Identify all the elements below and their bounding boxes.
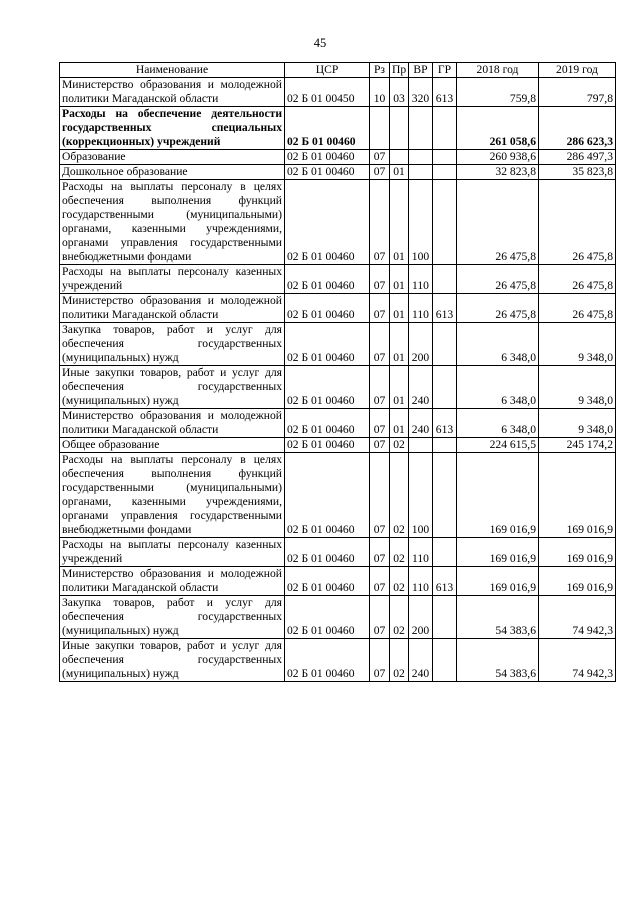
cell-2018: 169 016,9 bbox=[457, 453, 539, 538]
cell-pr: 01 bbox=[390, 265, 409, 294]
cell-name: Расходы на выплаты персоналу казенных учреждений bbox=[60, 265, 285, 294]
cell-2019: 9 348,0 bbox=[539, 409, 616, 438]
cell-2019: 169 016,9 bbox=[539, 453, 616, 538]
table-row bbox=[60, 294, 616, 323]
cell-2019: 286 623,3 bbox=[539, 107, 616, 150]
cell-csr: 02 Б 01 00460 bbox=[285, 165, 370, 180]
cell-vr bbox=[409, 150, 433, 165]
header-gr: ГР bbox=[433, 63, 457, 78]
header-vr: ВР bbox=[409, 63, 433, 78]
cell-rz: 10 bbox=[370, 78, 390, 107]
cell-vr: 100 bbox=[409, 453, 433, 538]
cell-2019: 169 016,9 bbox=[539, 538, 616, 567]
cell-rz: 07 bbox=[370, 323, 390, 366]
cell-pr: 02 bbox=[390, 639, 409, 682]
cell-name: Расходы на выплаты персоналу в целях обеспечения выполнения функций государственными (муниципальными) органами, казенными учреждениями, органами управления государственными внебюджетными фондами bbox=[60, 180, 285, 265]
cell-pr: 01 bbox=[390, 165, 409, 180]
cell-gr bbox=[433, 453, 457, 538]
table-row bbox=[60, 107, 616, 150]
cell-rz: 07 bbox=[370, 294, 390, 323]
cell-csr: 02 Б 01 00460 bbox=[285, 323, 370, 366]
header-pr: Пр bbox=[390, 63, 409, 78]
cell-gr bbox=[433, 180, 457, 265]
cell-vr: 110 bbox=[409, 265, 433, 294]
cell-csr: 02 Б 01 00460 bbox=[285, 294, 370, 323]
cell-rz: 07 bbox=[370, 409, 390, 438]
cell-vr: 110 bbox=[409, 538, 433, 567]
cell-vr: 240 bbox=[409, 366, 433, 409]
cell-name: Иные закупки товаров, работ и услуг для обеспечения государственных (муниципальных) нужд bbox=[60, 366, 285, 409]
cell-vr: 200 bbox=[409, 323, 433, 366]
cell-name: Иные закупки товаров, работ и услуг для обеспечения государственных (муниципальных) нужд bbox=[60, 639, 285, 682]
cell-gr: 613 bbox=[433, 78, 457, 107]
table-row bbox=[60, 78, 616, 107]
header-csr: ЦСР bbox=[285, 63, 370, 78]
cell-2018: 759,8 bbox=[457, 78, 539, 107]
table-row bbox=[60, 639, 616, 682]
cell-csr: 02 Б 01 00460 bbox=[285, 639, 370, 682]
table-row bbox=[60, 453, 616, 538]
cell-2019: 797,8 bbox=[539, 78, 616, 107]
table-row bbox=[60, 567, 616, 596]
cell-gr bbox=[433, 538, 457, 567]
cell-vr: 200 bbox=[409, 596, 433, 639]
cell-name: Закупка товаров, работ и услуг для обеспечения государственных (муниципальных) нужд bbox=[60, 596, 285, 639]
cell-2018: 169 016,9 bbox=[457, 567, 539, 596]
cell-pr bbox=[390, 107, 409, 150]
cell-rz: 07 bbox=[370, 150, 390, 165]
cell-pr: 02 bbox=[390, 538, 409, 567]
cell-name: Министерство образования и молодежной политики Магаданской области bbox=[60, 567, 285, 596]
cell-rz: 07 bbox=[370, 538, 390, 567]
cell-pr: 01 bbox=[390, 180, 409, 265]
cell-vr: 320 bbox=[409, 78, 433, 107]
cell-vr bbox=[409, 165, 433, 180]
cell-vr: 240 bbox=[409, 409, 433, 438]
table-body bbox=[60, 78, 616, 682]
cell-csr: 02 Б 01 00460 bbox=[285, 453, 370, 538]
cell-gr bbox=[433, 165, 457, 180]
cell-pr: 01 bbox=[390, 366, 409, 409]
cell-pr: 01 bbox=[390, 294, 409, 323]
cell-2019: 9 348,0 bbox=[539, 366, 616, 409]
cell-name: Дошкольное образование bbox=[60, 165, 285, 180]
cell-2018: 169 016,9 bbox=[457, 538, 539, 567]
cell-vr: 110 bbox=[409, 567, 433, 596]
cell-csr: 02 Б 01 00460 bbox=[285, 366, 370, 409]
cell-2018: 261 058,6 bbox=[457, 107, 539, 150]
page-number: 45 bbox=[313, 36, 327, 50]
cell-name: Общее образование bbox=[60, 438, 285, 453]
cell-pr: 01 bbox=[390, 323, 409, 366]
cell-csr: 02 Б 01 00460 bbox=[285, 538, 370, 567]
cell-name: Расходы на выплаты персоналу казенных учреждений bbox=[60, 538, 285, 567]
cell-2019: 26 475,8 bbox=[539, 180, 616, 265]
cell-vr bbox=[409, 438, 433, 453]
cell-rz: 07 bbox=[370, 165, 390, 180]
cell-vr bbox=[409, 107, 433, 150]
cell-csr: 02 Б 01 00460 bbox=[285, 107, 370, 150]
table-row bbox=[60, 366, 616, 409]
cell-csr: 02 Б 01 00460 bbox=[285, 180, 370, 265]
cell-rz: 07 bbox=[370, 366, 390, 409]
cell-pr: 02 bbox=[390, 453, 409, 538]
cell-gr bbox=[433, 596, 457, 639]
cell-2018: 26 475,8 bbox=[457, 265, 539, 294]
cell-2018: 54 383,6 bbox=[457, 596, 539, 639]
cell-rz: 07 bbox=[370, 438, 390, 453]
cell-gr: 613 bbox=[433, 567, 457, 596]
cell-pr: 03 bbox=[390, 78, 409, 107]
cell-gr bbox=[433, 366, 457, 409]
cell-2019: 9 348,0 bbox=[539, 323, 616, 366]
cell-2018: 224 615,5 bbox=[457, 438, 539, 453]
header-2019: 2019 год bbox=[539, 63, 616, 78]
budget-table bbox=[59, 62, 616, 682]
table-row bbox=[60, 538, 616, 567]
cell-2019: 286 497,3 bbox=[539, 150, 616, 165]
table-row bbox=[60, 438, 616, 453]
cell-2019: 26 475,8 bbox=[539, 265, 616, 294]
cell-2018: 6 348,0 bbox=[457, 409, 539, 438]
cell-name: Закупка товаров, работ и услуг для обеспечения государственных (муниципальных) нужд bbox=[60, 323, 285, 366]
cell-2018: 6 348,0 bbox=[457, 323, 539, 366]
cell-name: Расходы на обеспечение деятельности государственных специальных (коррекционных) учреждений bbox=[60, 107, 285, 150]
cell-gr bbox=[433, 107, 457, 150]
cell-pr bbox=[390, 150, 409, 165]
cell-pr: 02 bbox=[390, 438, 409, 453]
cell-rz: 07 bbox=[370, 265, 390, 294]
table-row bbox=[60, 323, 616, 366]
cell-rz: 07 bbox=[370, 639, 390, 682]
cell-rz: 07 bbox=[370, 596, 390, 639]
table-row bbox=[60, 265, 616, 294]
cell-gr bbox=[433, 265, 457, 294]
cell-2018: 26 475,8 bbox=[457, 294, 539, 323]
cell-2018: 26 475,8 bbox=[457, 180, 539, 265]
cell-gr bbox=[433, 639, 457, 682]
cell-name: Министерство образования и молодежной политики Магаданской области bbox=[60, 78, 285, 107]
cell-vr: 110 bbox=[409, 294, 433, 323]
cell-2019: 26 475,8 bbox=[539, 294, 616, 323]
table-row bbox=[60, 596, 616, 639]
cell-name: Расходы на выплаты персоналу в целях обеспечения выполнения функций государственными (муниципальными) органами, казенными учреждениями, органами управления государственными внебюджетными фондами bbox=[60, 453, 285, 538]
cell-rz: 07 bbox=[370, 567, 390, 596]
cell-rz: 07 bbox=[370, 453, 390, 538]
table-row bbox=[60, 409, 616, 438]
cell-pr: 02 bbox=[390, 567, 409, 596]
cell-2018: 260 938,6 bbox=[457, 150, 539, 165]
table-row bbox=[60, 165, 616, 180]
cell-name: Министерство образования и молодежной политики Магаданской области bbox=[60, 409, 285, 438]
cell-2018: 54 383,6 bbox=[457, 639, 539, 682]
cell-csr: 02 Б 01 00460 bbox=[285, 150, 370, 165]
cell-name: Образование bbox=[60, 150, 285, 165]
cell-name: Министерство образования и молодежной политики Магаданской области bbox=[60, 294, 285, 323]
header-name: Наименование bbox=[60, 63, 285, 78]
header-2018: 2018 год bbox=[457, 63, 539, 78]
cell-rz: 07 bbox=[370, 180, 390, 265]
cell-gr bbox=[433, 150, 457, 165]
cell-2019: 245 174,2 bbox=[539, 438, 616, 453]
cell-2019: 74 942,3 bbox=[539, 596, 616, 639]
cell-pr: 02 bbox=[390, 596, 409, 639]
cell-pr: 01 bbox=[390, 409, 409, 438]
header-rz: Рз bbox=[370, 63, 390, 78]
cell-csr: 02 Б 01 00460 bbox=[285, 596, 370, 639]
cell-gr: 613 bbox=[433, 409, 457, 438]
cell-gr: 613 bbox=[433, 294, 457, 323]
cell-2019: 169 016,9 bbox=[539, 567, 616, 596]
cell-vr: 100 bbox=[409, 180, 433, 265]
cell-csr: 02 Б 01 00460 bbox=[285, 438, 370, 453]
cell-csr: 02 Б 01 00450 bbox=[285, 78, 370, 107]
cell-csr: 02 Б 01 00460 bbox=[285, 409, 370, 438]
cell-gr bbox=[433, 438, 457, 453]
table-row bbox=[60, 150, 616, 165]
cell-gr bbox=[433, 323, 457, 366]
table-row bbox=[60, 180, 616, 265]
cell-2019: 35 823,8 bbox=[539, 165, 616, 180]
cell-vr: 240 bbox=[409, 639, 433, 682]
cell-csr: 02 Б 01 00460 bbox=[285, 265, 370, 294]
cell-2018: 6 348,0 bbox=[457, 366, 539, 409]
cell-rz bbox=[370, 107, 390, 150]
cell-2019: 74 942,3 bbox=[539, 639, 616, 682]
cell-csr: 02 Б 01 00460 bbox=[285, 567, 370, 596]
table-header-row bbox=[60, 63, 616, 78]
cell-2018: 32 823,8 bbox=[457, 165, 539, 180]
